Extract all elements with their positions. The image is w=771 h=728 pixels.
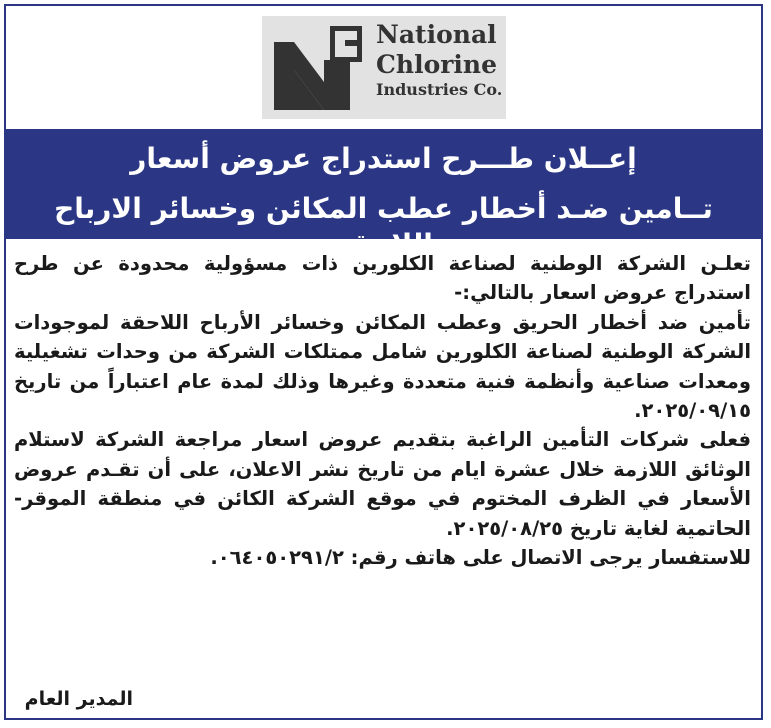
logo-line-2: Chlorine bbox=[376, 50, 497, 79]
announcement-body bbox=[14, 249, 751, 572]
paragraph-submission: فعلى شركات التأمين الراغبة بتقديم عروض اسعار مراجعة الشركة لاستلام الوثائق اللازمة خلال عشرة ايام من تاريخ نشر الاعلان، على أن تقـدم عروض الأسعار في الظرف المختوم في موقع الشركة الكائن في منطقة الموقر- الحاتمية لغاية تاريخ ٢٠٢٥/٠٨/٢٥. bbox=[14, 428, 751, 540]
signature: المدير العام bbox=[24, 688, 133, 710]
logo-area bbox=[6, 6, 761, 126]
nc-logo-icon bbox=[268, 20, 372, 116]
company-logo bbox=[262, 16, 506, 119]
logo-text bbox=[376, 22, 502, 98]
paragraph-intro: تعلـن الشركة الوطنية لصناعة الكلورين ذات مسؤولية محدودة عن طرح استدراج عروض اسعار بالتالي:- bbox=[14, 252, 751, 305]
title-line-1: إعــلان طـــرح استدراج عروض أسعار bbox=[130, 142, 637, 175]
title-line-2: تــامين ضـد أخطار عطب المكائن وخسائر الارباح اللاحقة bbox=[54, 192, 713, 261]
logo-line-1: National bbox=[376, 20, 497, 49]
paragraph-insurance-scope: تأمين ضد أخطار الحريق وعطب المكائن وخسائر الأرباح اللاحقة لموجودات الشركة الوطنية لصناعة الكلورين شامل ممتلكات الشركة من وحدات تشغيلية ومعدات صناعية وأنظمة فنية متعددة وغيرها وذلك لمدة عام اعتباراً من تاريخ ٢٠٢٥/٠٩/١٥. bbox=[14, 310, 751, 423]
logo-line-3: Industries Co. bbox=[376, 80, 503, 99]
announcement-frame bbox=[4, 4, 763, 720]
paragraph-contact: للاستفسار يرجى الاتصال على هاتف رقم: ٠٦٤٠٥٠٢٩١/٢. bbox=[210, 546, 751, 570]
title-banner bbox=[6, 129, 761, 261]
